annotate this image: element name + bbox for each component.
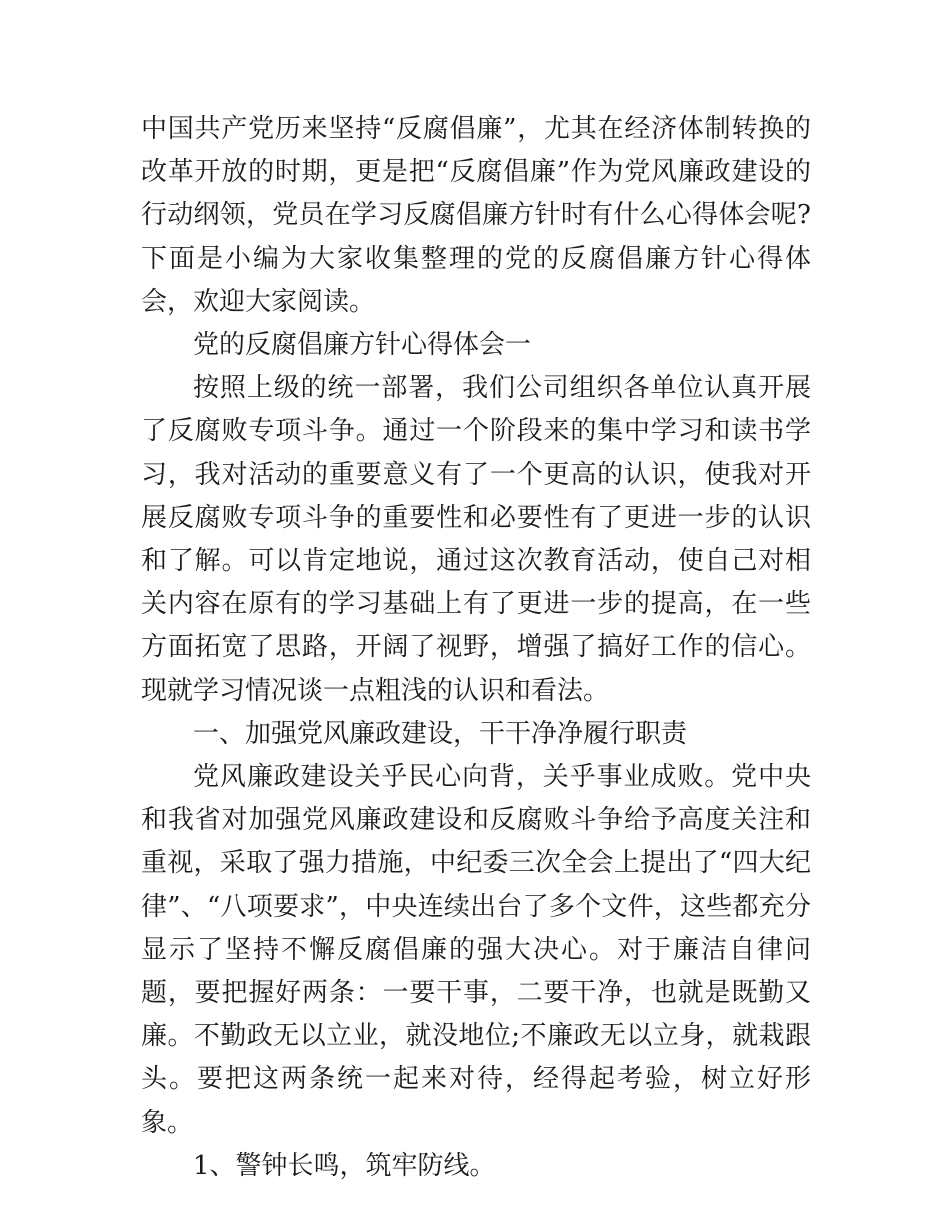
list-item-heading: 1、警钟长鸣，筑牢防线。 bbox=[193, 1150, 496, 1181]
section-title: 党的反腐倡廉方针心得体会一 bbox=[193, 330, 532, 361]
intro-paragraph: 中国共产党历来坚持“反腐倡廉”，尤其在经济体制转换的改革开放的时期，更是把“反腐倡廉”作为党风廉政建设的行动纲领，党员在学习反腐倡廉方针时有什么心得体会呢?下面是小编为大家收集整理的党的反腐倡廉方针心得体会，欢迎大家阅读。 bbox=[141, 114, 811, 317]
body-paragraph: 党风廉政建设关乎民心向背，关乎事业成败。党中央和我省对加强党风廉政建设和反腐败斗争给予高度关注和重视，采取了强力措施，中纪委三次全会上提出了“四大纪律”、“八项要求”，中央连续出台了多个文件，这些都充分显示了坚持不懈反腐倡廉的强大决心。对于廉洁自律问题，要把握好两条：一要干事，二要干净，也就是既勤又廉。不勤政无以立业，就没地位;不廉政无以立身，就栽跟头。要把这两条统一起来对待，经得起考验，树立好形象。 bbox=[141, 762, 811, 1138]
document-body bbox=[141, 108, 811, 1188]
body-paragraph: 按照上级的统一部署，我们公司组织各单位认真开展了反腐败专项斗争。通过一个阶段来的集中学习和读书学习，我对活动的重要意义有了一个更高的认识，使我对开展反腐败专项斗争的重要性和必要性有了更进一步的认识和了解。可以肯定地说，通过这次教育活动，使自己对相关内容在原有的学习基础上有了更进一步的提高，在一些方面拓宽了思路，开阔了视野，增强了搞好工作的信心。现就学习情况谈一点粗浅的认识和看法。 bbox=[141, 373, 811, 706]
subheading: 一、加强党风廉政建设，干干净净履行职责 bbox=[193, 718, 688, 749]
